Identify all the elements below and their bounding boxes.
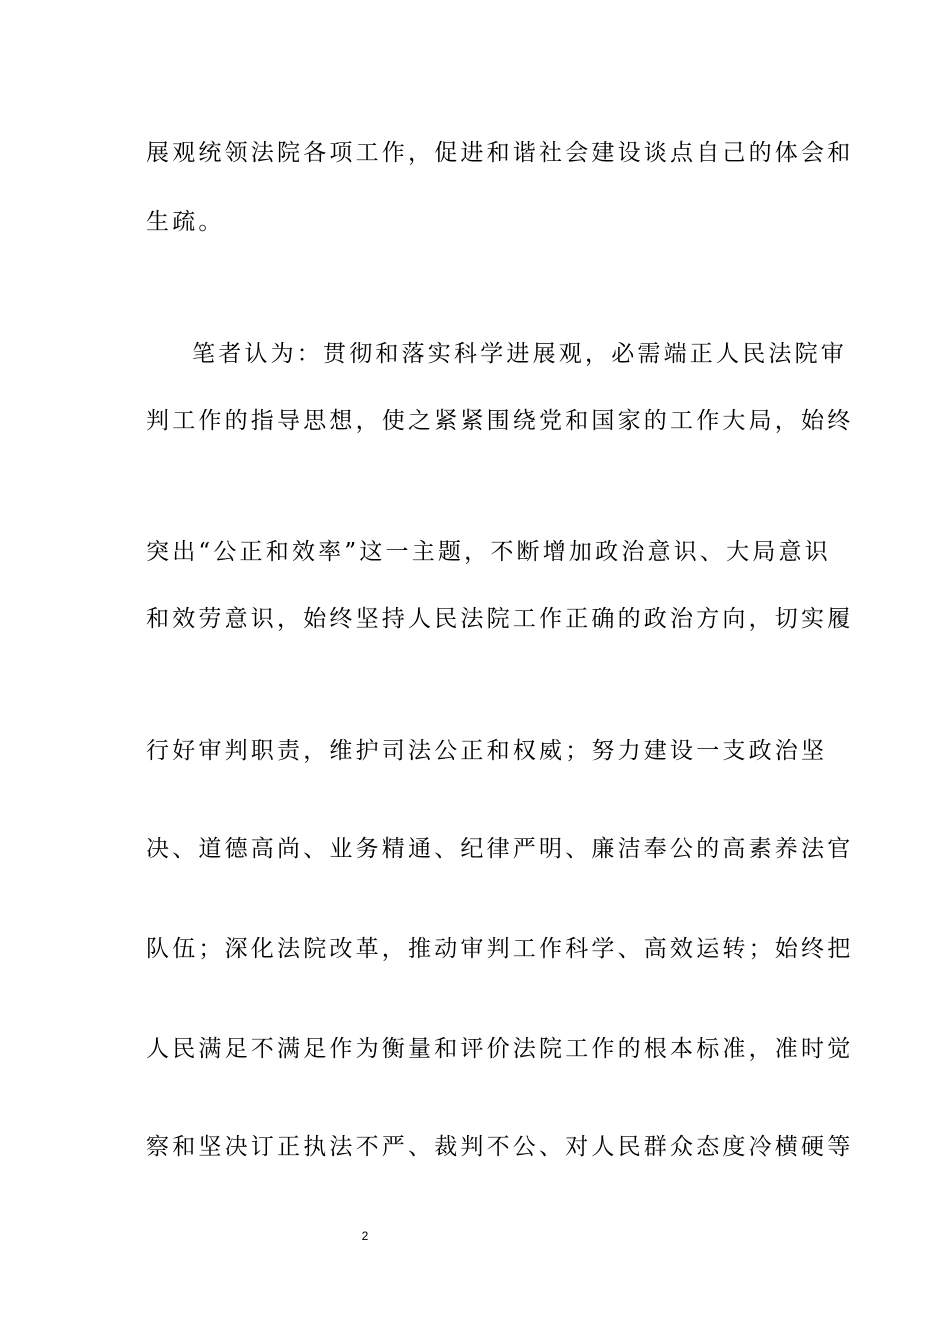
text-line: 人民满足不满足作为衡量和评价法院工作的根本标准，准时觉 <box>146 1036 854 1062</box>
paragraph-first-line: 笔者认为：贯彻和落实科学进展观，必需端正人民法院审 <box>192 341 847 367</box>
page-number: 2 <box>361 1229 369 1243</box>
text-line: 和效劳意识，始终坚持人民法院工作正确的政治方向，切实履 <box>146 606 854 632</box>
text-line: 生疏。 <box>146 209 225 235</box>
text-line: 突出“公正和效率”这一主题，不断增加政治意识、大局意识 <box>146 539 831 565</box>
text-line: 判工作的指导思想，使之紧紧围绕党和国家的工作大局，始终 <box>146 408 854 434</box>
text-line: 队伍；深化法院改革，推动审判工作科学、高效运转；始终把 <box>146 936 854 962</box>
text-line: 察和坚决订正执法不严、裁判不公、对人民群众态度冷横硬等 <box>146 1134 854 1160</box>
text-line: 展观统领法院各项工作，促进和谐社会建设谈点自己的体会和 <box>146 140 854 166</box>
text-line: 决、道德高尚、业务精通、纪律严明、廉洁奉公的高素养法官 <box>146 836 854 862</box>
text-line: 行好审判职责，维护司法公正和权威；努力建设一支政治坚 <box>146 738 828 764</box>
